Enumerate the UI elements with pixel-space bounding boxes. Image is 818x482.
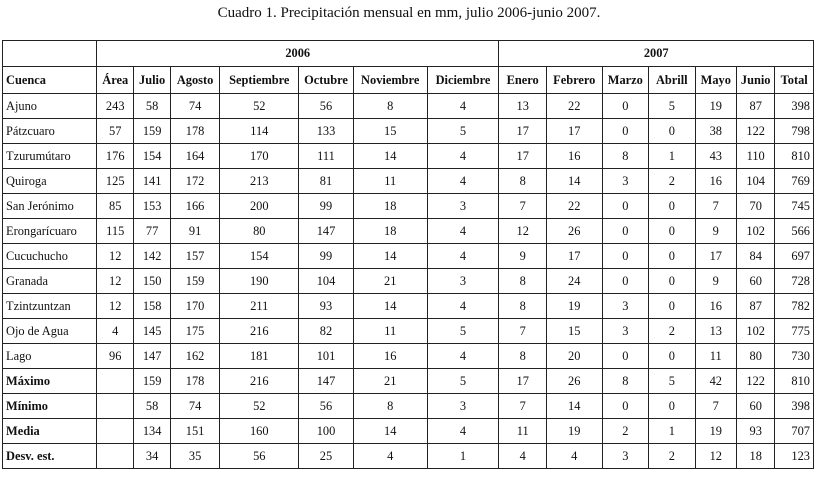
table-cell: 160 [220,419,299,444]
row-label: Mínimo [3,394,97,419]
table-cell: 42 [695,369,736,394]
table-cell: 4 [427,244,499,269]
table-cell: 12 [97,244,134,269]
table-cell: 114 [220,119,299,144]
table-cell: 17 [546,119,602,144]
table-cell: 181 [220,344,299,369]
year-2007-header: 2007 [499,41,814,67]
table-cell: 8 [353,94,427,119]
table-cell: 43 [695,144,736,169]
table-cell: 178 [170,369,220,394]
col-header-area: Área [97,67,134,94]
table-cell: 133 [299,119,354,144]
table-cell: 12 [499,219,547,244]
table-cell: 0 [602,219,649,244]
table-cell: 14 [353,419,427,444]
col-header-febrero: Febrero [546,67,602,94]
table-row [3,119,814,144]
table-cell: 87 [737,294,775,319]
table-cell: 5 [427,369,499,394]
table-cell: 164 [170,144,220,169]
table-cell: 7 [499,194,547,219]
row-label: Máximo [3,369,97,394]
table-cell: 19 [695,94,736,119]
table-cell: 19 [695,419,736,444]
table-cell: 4 [427,94,499,119]
table-cell: 56 [220,444,299,469]
table-cell: 60 [737,269,775,294]
table-cell: 7 [695,394,736,419]
table-cell: 13 [695,319,736,344]
col-header-enero: Enero [499,67,547,94]
table-cell: 810 [775,369,814,394]
table-cell: 5 [649,94,696,119]
table-cell: 2 [649,169,696,194]
table-row [3,244,814,269]
table-cell: 122 [737,119,775,144]
col-header-total: Total [775,67,814,94]
table-cell: 154 [134,144,170,169]
table-cell: 16 [353,344,427,369]
table-cell: 104 [299,269,354,294]
col-header-agosto: Agosto [170,67,220,94]
table-cell: 20 [546,344,602,369]
table-cell: 3 [602,169,649,194]
table-cell: 26 [546,219,602,244]
table-cell: 8 [499,169,547,194]
table-cell: 3 [602,319,649,344]
table-cell: 8 [499,294,547,319]
table-cell: 3 [427,194,499,219]
table-cell: 147 [299,219,354,244]
table-cell: 8 [602,369,649,394]
table-cell: 211 [220,294,299,319]
row-label: Tzurumútaro [3,144,97,169]
table-cell: 190 [220,269,299,294]
table-cell: 21 [353,369,427,394]
table-cell: 56 [299,94,354,119]
col-header-octubre: Octubre [299,67,354,94]
table-cell: 18 [737,444,775,469]
table-cell: 38 [695,119,736,144]
table-row [3,294,814,319]
row-label: Granada [3,269,97,294]
table-cell: 5 [427,319,499,344]
row-label: Ojo de Agua [3,319,97,344]
table-cell: 104 [737,169,775,194]
row-label: Desv. est. [3,444,97,469]
table-cell: 16 [546,144,602,169]
table-cell: 730 [775,344,814,369]
table-cell: 99 [299,194,354,219]
table-cell: 170 [220,144,299,169]
col-header-abrill: Abrill [649,67,696,94]
table-row [3,269,814,294]
table-cell: 17 [499,119,547,144]
table-cell: 2 [649,444,696,469]
table-cell: 172 [170,169,220,194]
table-cell: 22 [546,94,602,119]
table-cell: 216 [220,319,299,344]
table-cell: 24 [546,269,602,294]
table-cell: 85 [97,194,134,219]
table-cell: 3 [602,294,649,319]
col-header-julio: Julio [134,67,170,94]
table-cell: 216 [220,369,299,394]
table-cell: 0 [649,294,696,319]
table-cell: 159 [134,369,170,394]
table-cell: 13 [499,94,547,119]
table-cell: 2 [649,319,696,344]
table-cell: 1 [649,144,696,169]
table-cell [97,419,134,444]
table-row [3,94,814,119]
table-cell: 134 [134,419,170,444]
table-cell: 4 [499,444,547,469]
table-cell: 150 [134,269,170,294]
column-header-row [3,67,814,94]
table-cell: 0 [602,94,649,119]
table-cell: 18 [353,194,427,219]
table-cell: 60 [737,394,775,419]
table-cell: 82 [299,319,354,344]
table-cell: 12 [695,444,736,469]
table-cell: 11 [353,319,427,344]
table-cell: 243 [97,94,134,119]
col-header-marzo: Marzo [602,67,649,94]
table-cell: 5 [649,369,696,394]
table-row [3,194,814,219]
table-cell: 1 [649,419,696,444]
table-cell: 17 [546,244,602,269]
table-cell: 178 [170,119,220,144]
table-cell: 21 [353,269,427,294]
table-cell: 4 [427,419,499,444]
row-label: Ajuno [3,94,97,119]
table-cell: 8 [499,269,547,294]
table-cell: 81 [299,169,354,194]
row-label: Media [3,419,97,444]
table-cell: 115 [97,219,134,244]
table-cell: 80 [737,344,775,369]
table-cell: 0 [649,119,696,144]
row-label: Quiroga [3,169,97,194]
table-cell: 0 [649,344,696,369]
table-cell: 782 [775,294,814,319]
col-header-septiembre: Septiembre [220,67,299,94]
table-cell: 154 [220,244,299,269]
table-cell: 102 [737,319,775,344]
table-cell: 166 [170,194,220,219]
table-cell: 4 [427,294,499,319]
table-cell: 25 [299,444,354,469]
table-cell: 14 [353,244,427,269]
table-cell: 2 [602,419,649,444]
row-label: Erongarícuaro [3,219,97,244]
table-cell: 0 [602,394,649,419]
table-cell: 7 [499,319,547,344]
table-cell [97,394,134,419]
table-cell: 157 [170,244,220,269]
table-cell: 7 [695,194,736,219]
table-cell: 159 [170,269,220,294]
table-cell: 74 [170,394,220,419]
precipitation-table [2,40,814,469]
table-cell: 34 [134,444,170,469]
table-cell: 0 [602,119,649,144]
table-row [3,219,814,244]
table-cell: 7 [499,394,547,419]
table-cell: 93 [299,294,354,319]
table-cell: 0 [649,269,696,294]
table-cell: 798 [775,119,814,144]
table-cell: 3 [602,444,649,469]
table-cell: 14 [546,394,602,419]
table-cell: 147 [299,369,354,394]
table-cell: 697 [775,244,814,269]
table-cell: 14 [546,169,602,194]
table-cell: 175 [170,319,220,344]
table-cell: 8 [353,394,427,419]
table-cell: 147 [134,344,170,369]
table-cell: 153 [134,194,170,219]
table-cell: 80 [220,219,299,244]
table-cell: 96 [97,344,134,369]
table-cell: 99 [299,244,354,269]
table-cell: 77 [134,219,170,244]
table-cell: 4 [427,219,499,244]
table-cell: 810 [775,144,814,169]
col-header-mayo: Mayo [695,67,736,94]
table-cell: 84 [737,244,775,269]
table-cell: 9 [695,219,736,244]
table-cell: 4 [427,169,499,194]
table-cell: 3 [427,394,499,419]
row-label: Cucuchucho [3,244,97,269]
col-header-junio: Junio [737,67,775,94]
table-cell: 102 [737,219,775,244]
table-cell: 0 [649,244,696,269]
table-cell: 170 [170,294,220,319]
stat-row [3,369,814,394]
year-header-row [3,41,814,67]
table-cell: 566 [775,219,814,244]
table-cell: 110 [737,144,775,169]
table-cell: 8 [602,144,649,169]
table-cell: 11 [695,344,736,369]
year-2006-header: 2006 [97,41,499,67]
table-row [3,319,814,344]
table-cell: 213 [220,169,299,194]
table-cell: 398 [775,394,814,419]
table-cell: 35 [170,444,220,469]
table-cell: 87 [737,94,775,119]
table-cell: 151 [170,419,220,444]
table-cell: 0 [649,219,696,244]
table-cell: 17 [695,244,736,269]
table-cell: 52 [220,94,299,119]
table-cell: 19 [546,419,602,444]
table-body [3,94,814,469]
table-cell: 16 [695,169,736,194]
table-cell: 15 [353,119,427,144]
row-label: San Jerónimo [3,194,97,219]
table-cell: 4 [546,444,602,469]
table-cell: 3 [427,269,499,294]
table-cell: 398 [775,94,814,119]
table-cell: 1 [427,444,499,469]
table-cell: 141 [134,169,170,194]
year-header-blank [3,41,97,67]
table-cell: 52 [220,394,299,419]
col-header-diciembre: Diciembre [427,67,499,94]
table-cell: 728 [775,269,814,294]
stat-row [3,419,814,444]
table-cell: 15 [546,319,602,344]
table-cell: 176 [97,144,134,169]
table-cell [97,444,134,469]
table-cell: 93 [737,419,775,444]
stat-row [3,394,814,419]
col-header-cuenca: Cuenca [3,67,97,94]
table-cell: 775 [775,319,814,344]
table-row [3,344,814,369]
table-cell: 0 [649,194,696,219]
table-row [3,144,814,169]
table-cell: 0 [602,269,649,294]
table-cell: 111 [299,144,354,169]
table-cell: 58 [134,94,170,119]
table-cell: 14 [353,144,427,169]
table-cell: 769 [775,169,814,194]
table-cell: 26 [546,369,602,394]
table-cell: 0 [602,344,649,369]
table-caption: Cuadro 1. Precipitación mensual en mm, julio 2006-junio 2007. [217,5,601,21]
table-cell: 745 [775,194,814,219]
table-cell: 158 [134,294,170,319]
table-cell: 5 [427,119,499,144]
table-cell: 4 [353,444,427,469]
table-cell: 123 [775,444,814,469]
table-cell: 159 [134,119,170,144]
table-cell: 70 [737,194,775,219]
table-cell: 12 [97,269,134,294]
row-label: Pátzcuaro [3,119,97,144]
table-cell: 4 [427,144,499,169]
table-cell: 22 [546,194,602,219]
table-row [3,169,814,194]
row-label: Lago [3,344,97,369]
table-cell: 0 [649,394,696,419]
table-cell: 8 [499,344,547,369]
table-cell: 19 [546,294,602,319]
table-cell: 145 [134,319,170,344]
table-cell: 707 [775,419,814,444]
table-cell: 101 [299,344,354,369]
table-cell: 0 [602,244,649,269]
table-cell: 0 [602,194,649,219]
table-cell: 4 [427,344,499,369]
table-cell: 4 [97,319,134,344]
table-cell: 74 [170,94,220,119]
table-cell: 17 [499,369,547,394]
table-cell: 11 [499,419,547,444]
table-cell [97,369,134,394]
table-cell: 58 [134,394,170,419]
table-cell: 18 [353,219,427,244]
table-cell: 100 [299,419,354,444]
table-cell: 9 [499,244,547,269]
col-header-noviembre: Noviembre [353,67,427,94]
stat-row [3,444,814,469]
table-cell: 17 [499,144,547,169]
table-cell: 125 [97,169,134,194]
table-cell: 9 [695,269,736,294]
table-cell: 56 [299,394,354,419]
table-cell: 11 [353,169,427,194]
table-cell: 162 [170,344,220,369]
table-cell: 57 [97,119,134,144]
table-cell: 91 [170,219,220,244]
table-cell: 16 [695,294,736,319]
row-label: Tzintzuntzan [3,294,97,319]
table-cell: 122 [737,369,775,394]
table-cell: 12 [97,294,134,319]
table-cell: 142 [134,244,170,269]
table-cell: 14 [353,294,427,319]
table-cell: 200 [220,194,299,219]
